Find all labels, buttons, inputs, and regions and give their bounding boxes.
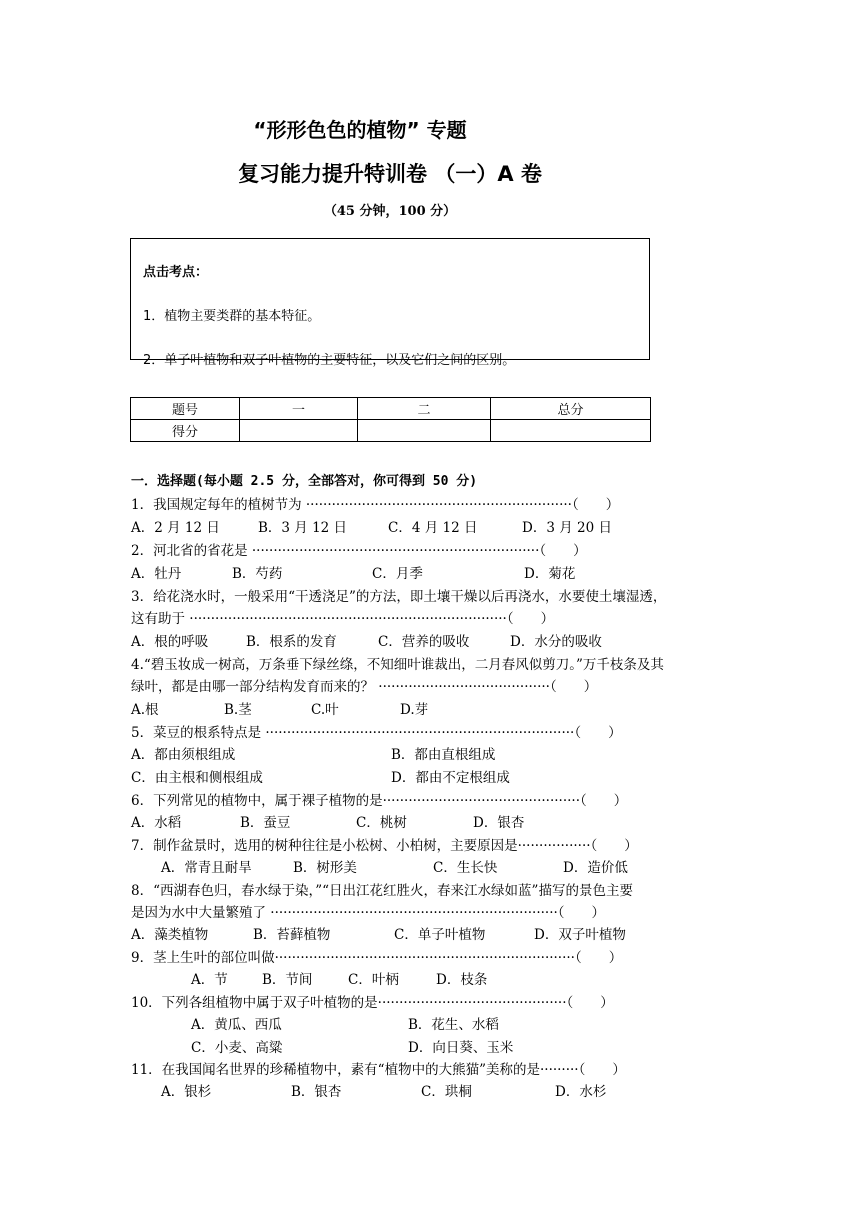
question-text: 7．制作盆景时，选用的树种往往是小松树、小柏树，主要原因是·················（ ） <box>131 838 638 854</box>
question-text: 5．菜豆的根系特点是 ········································································（ ） <box>131 725 622 741</box>
score-table <box>130 397 651 442</box>
option: C．桃树 <box>356 815 407 831</box>
question-text: 3．给花浇水时，一般采用“干透浇足”的方法，即土壤干燥以后再浇水，水要使土壤湿透， <box>131 589 667 605</box>
option: B．都由直根组成 <box>391 747 496 763</box>
score-input-cell[interactable] <box>240 420 358 442</box>
option: D．枝条 <box>436 972 488 988</box>
option: A．银杉 <box>161 1084 212 1100</box>
question-text: 6．下列常见的植物中，属于裸子植物的是··············································（ ） <box>131 793 628 809</box>
option: C．营养的吸收 <box>378 634 470 650</box>
option: C．生长快 <box>433 860 498 876</box>
option: D．造价低 <box>563 860 628 876</box>
title-line-1: “形形色色的植物” 专题 <box>253 118 467 142</box>
option: B．树形美 <box>293 860 357 876</box>
key-point-item: 2．单子叶植物和双子叶植物的主要特征，以及它们之间的区别。 <box>143 353 516 368</box>
option: B．3 月 12 日 <box>258 520 348 536</box>
option: A．节 <box>191 972 228 988</box>
question-text: 是因为水中大量繁殖了 ···································································（ ） <box>131 905 606 921</box>
option: A．水稻 <box>131 815 182 831</box>
option: C．小麦、高粱 <box>191 1040 283 1056</box>
option: C．单子叶植物 <box>394 927 486 943</box>
option: A．2 月 12 日 <box>131 520 220 536</box>
table-cell: 题号 <box>131 398 240 420</box>
score-table-score-row <box>131 420 651 442</box>
option: A．黄瓜、西瓜 <box>191 1017 282 1033</box>
option: B．节间 <box>262 972 313 988</box>
option: B．芍药 <box>232 566 283 582</box>
question-text: 这有助于 ··········································································（ ） <box>131 611 555 627</box>
table-cell: 得分 <box>131 420 240 442</box>
option: B．银杏 <box>291 1084 342 1100</box>
question-text: 11．在我国闻名世界的珍稀植物中，素有“植物中的大熊猫”美称的是·········（ ） <box>131 1062 626 1078</box>
option: B．蚕豆 <box>240 815 291 831</box>
key-points-heading: 点击考点： <box>143 265 209 280</box>
option: D．银杏 <box>473 815 525 831</box>
option: D．菊花 <box>524 566 576 582</box>
option: D．水分的吸收 <box>510 634 602 650</box>
question-text: 4.“碧玉妆成一树高，万条垂下绿丝绦，不知细叶谁裁出，二月春风似剪刀。”万千枝条及其 <box>131 657 664 673</box>
option: A．都由须根组成 <box>131 747 236 763</box>
score-input-cell[interactable] <box>358 420 491 442</box>
question-text: 2．河北省的省花是 ···································································（ ） <box>131 543 587 559</box>
time-score-subtitle: （45 分钟，100 分） <box>323 204 457 219</box>
option: A．牡丹 <box>131 566 182 582</box>
option: D．双子叶植物 <box>534 927 626 943</box>
question-text: 10．下列各组植物中属于双子叶植物的是············································（ ） <box>131 995 614 1011</box>
question-text: 9．茎上生叶的部位叫做······································································（ ） <box>131 950 623 966</box>
option: B．花生、水稻 <box>408 1017 499 1033</box>
option: A．常青且耐旱 <box>161 860 252 876</box>
option: D．都由不定根组成 <box>391 770 510 786</box>
question-text: 1．我国规定每年的植树节为 ······························································（ ） <box>131 497 620 513</box>
question-text: 绿叶，都是由哪一部分结构发育而来的？ ········································（ ） <box>131 679 598 695</box>
option: D.芽 <box>400 702 429 718</box>
option: A.根 <box>131 702 159 718</box>
option: C．珙桐 <box>421 1084 472 1100</box>
option: A．藻类植物 <box>131 927 209 943</box>
option: D．向日葵、玉米 <box>408 1040 514 1056</box>
table-cell: 一 <box>240 398 358 420</box>
option: A．根的呼吸 <box>131 634 209 650</box>
option: D．3 月 20 日 <box>522 520 612 536</box>
table-cell: 总分 <box>491 398 651 420</box>
option: C．月季 <box>372 566 423 582</box>
title-line-2: 复习能力提升特训卷 （一）A 卷 <box>238 162 542 186</box>
section-heading: 一．选择题(每小题 2.5 分，全部答对，你可得到 50 分) <box>131 474 478 489</box>
key-points-box <box>130 238 650 368</box>
option: C．叶柄 <box>348 972 399 988</box>
table-cell: 二 <box>358 398 491 420</box>
key-point-item: 1．植物主要类群的基本特征。 <box>143 309 321 324</box>
option: C．由主根和侧根组成 <box>131 770 263 786</box>
question-text: 8．“西湖春色归，春水绿于染，”“日出江花红胜火，春来江水绿如蓝”描写的景色主要 <box>131 883 633 899</box>
option: D．水杉 <box>555 1084 607 1100</box>
option: C．4 月 12 日 <box>388 520 478 536</box>
option: C.叶 <box>311 702 339 718</box>
option: B.茎 <box>224 702 252 718</box>
score-table-header-row <box>131 398 651 420</box>
option: B．苔藓植物 <box>253 927 331 943</box>
score-input-cell[interactable] <box>491 420 651 442</box>
option: B．根系的发育 <box>246 634 337 650</box>
